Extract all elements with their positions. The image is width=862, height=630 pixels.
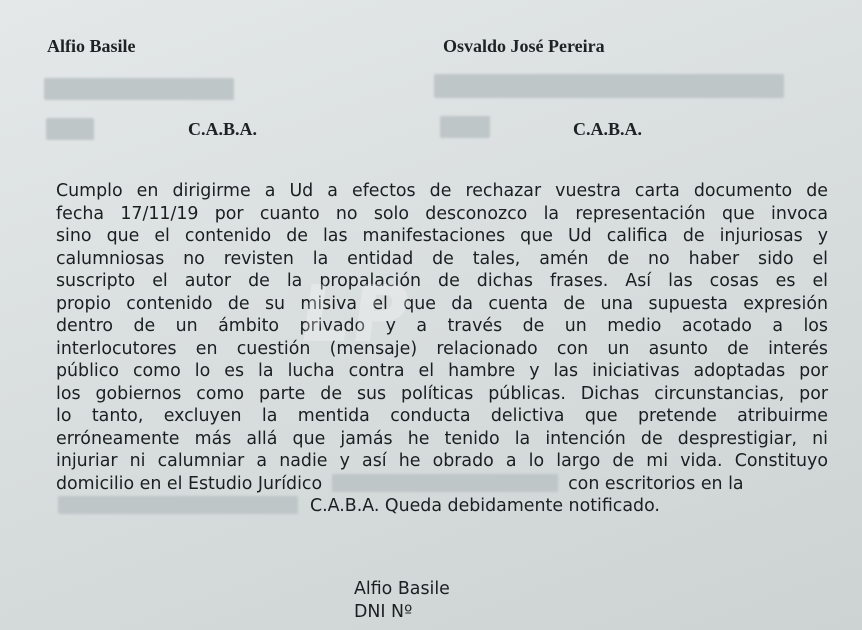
sender-address-redaction xyxy=(44,78,234,100)
letter-body xyxy=(56,180,828,518)
body-line-closing xyxy=(56,495,828,518)
recipient-address-redaction xyxy=(434,74,784,98)
body-line-domicile xyxy=(56,473,828,496)
domicile-text: domicilio en el Estudio Jurídico xyxy=(56,473,323,494)
law-firm-redaction xyxy=(332,474,558,492)
body-line: erróneamente más allá que jamás he tenido la intención de desprestigiar, ni xyxy=(56,428,828,449)
signature-name: Alfio Basile xyxy=(354,579,450,599)
recipient-name: Osvaldo José Pereira xyxy=(443,36,605,56)
signature-id: DNI Nº xyxy=(354,602,413,622)
body-line: fecha 17/11/19 por cuanto no solo desconozco la representación que invoca xyxy=(56,203,828,224)
body-line: Cumplo en dirigirme a Ud a efectos de rechazar vuestra carta documento de xyxy=(56,181,828,201)
body-line: calumniosas no revisten la entidad de tales, amén de no haber sido el xyxy=(56,248,828,269)
closing-text: C.A.B.A. Queda debidamente notificado. xyxy=(310,496,660,516)
recipient-postal-redaction xyxy=(440,116,490,138)
body-line: los gobiernos como parte de sus políticas públicas. Dichas circunstancias, por xyxy=(56,383,828,404)
watermark-logo: LP xyxy=(293,270,418,360)
offices-text: con escritorios en la xyxy=(568,473,744,494)
sender-city: C.A.B.A. xyxy=(188,119,258,139)
body-line: sino que el contenido de las manifestaciones que Ud califica de injuriosas y xyxy=(56,226,828,246)
body-line: suscripto el autor de la propalación de dichas frases. Así las cosas es el xyxy=(56,271,828,291)
recipient-city: C.A.B.A. xyxy=(573,119,643,139)
body-line: propio contenido de su misiva el que da cuenta de una supuesta expresión xyxy=(56,293,828,314)
body-line: público como lo es la lucha contra el hambre y las iniciativas adoptadas por xyxy=(56,361,828,381)
office-address-redaction xyxy=(58,496,298,514)
body-line: interlocutores en cuestión (mensaje) relacionado con un asunto de interés xyxy=(56,338,828,359)
body-line: injuriar ni calumniar a nadie y así he obrado a lo largo de mi vida. Constituyo xyxy=(56,451,828,471)
sender-postal-redaction xyxy=(46,118,94,140)
body-line: dentro de un ámbito privado y a través de un medio acotado a los xyxy=(56,316,828,336)
sender-name: Alfio Basile xyxy=(47,36,136,56)
body-line: lo tanto, excluyen la mentida conducta delictiva que pretende atribuirme xyxy=(56,406,828,426)
signature-block xyxy=(354,578,450,624)
